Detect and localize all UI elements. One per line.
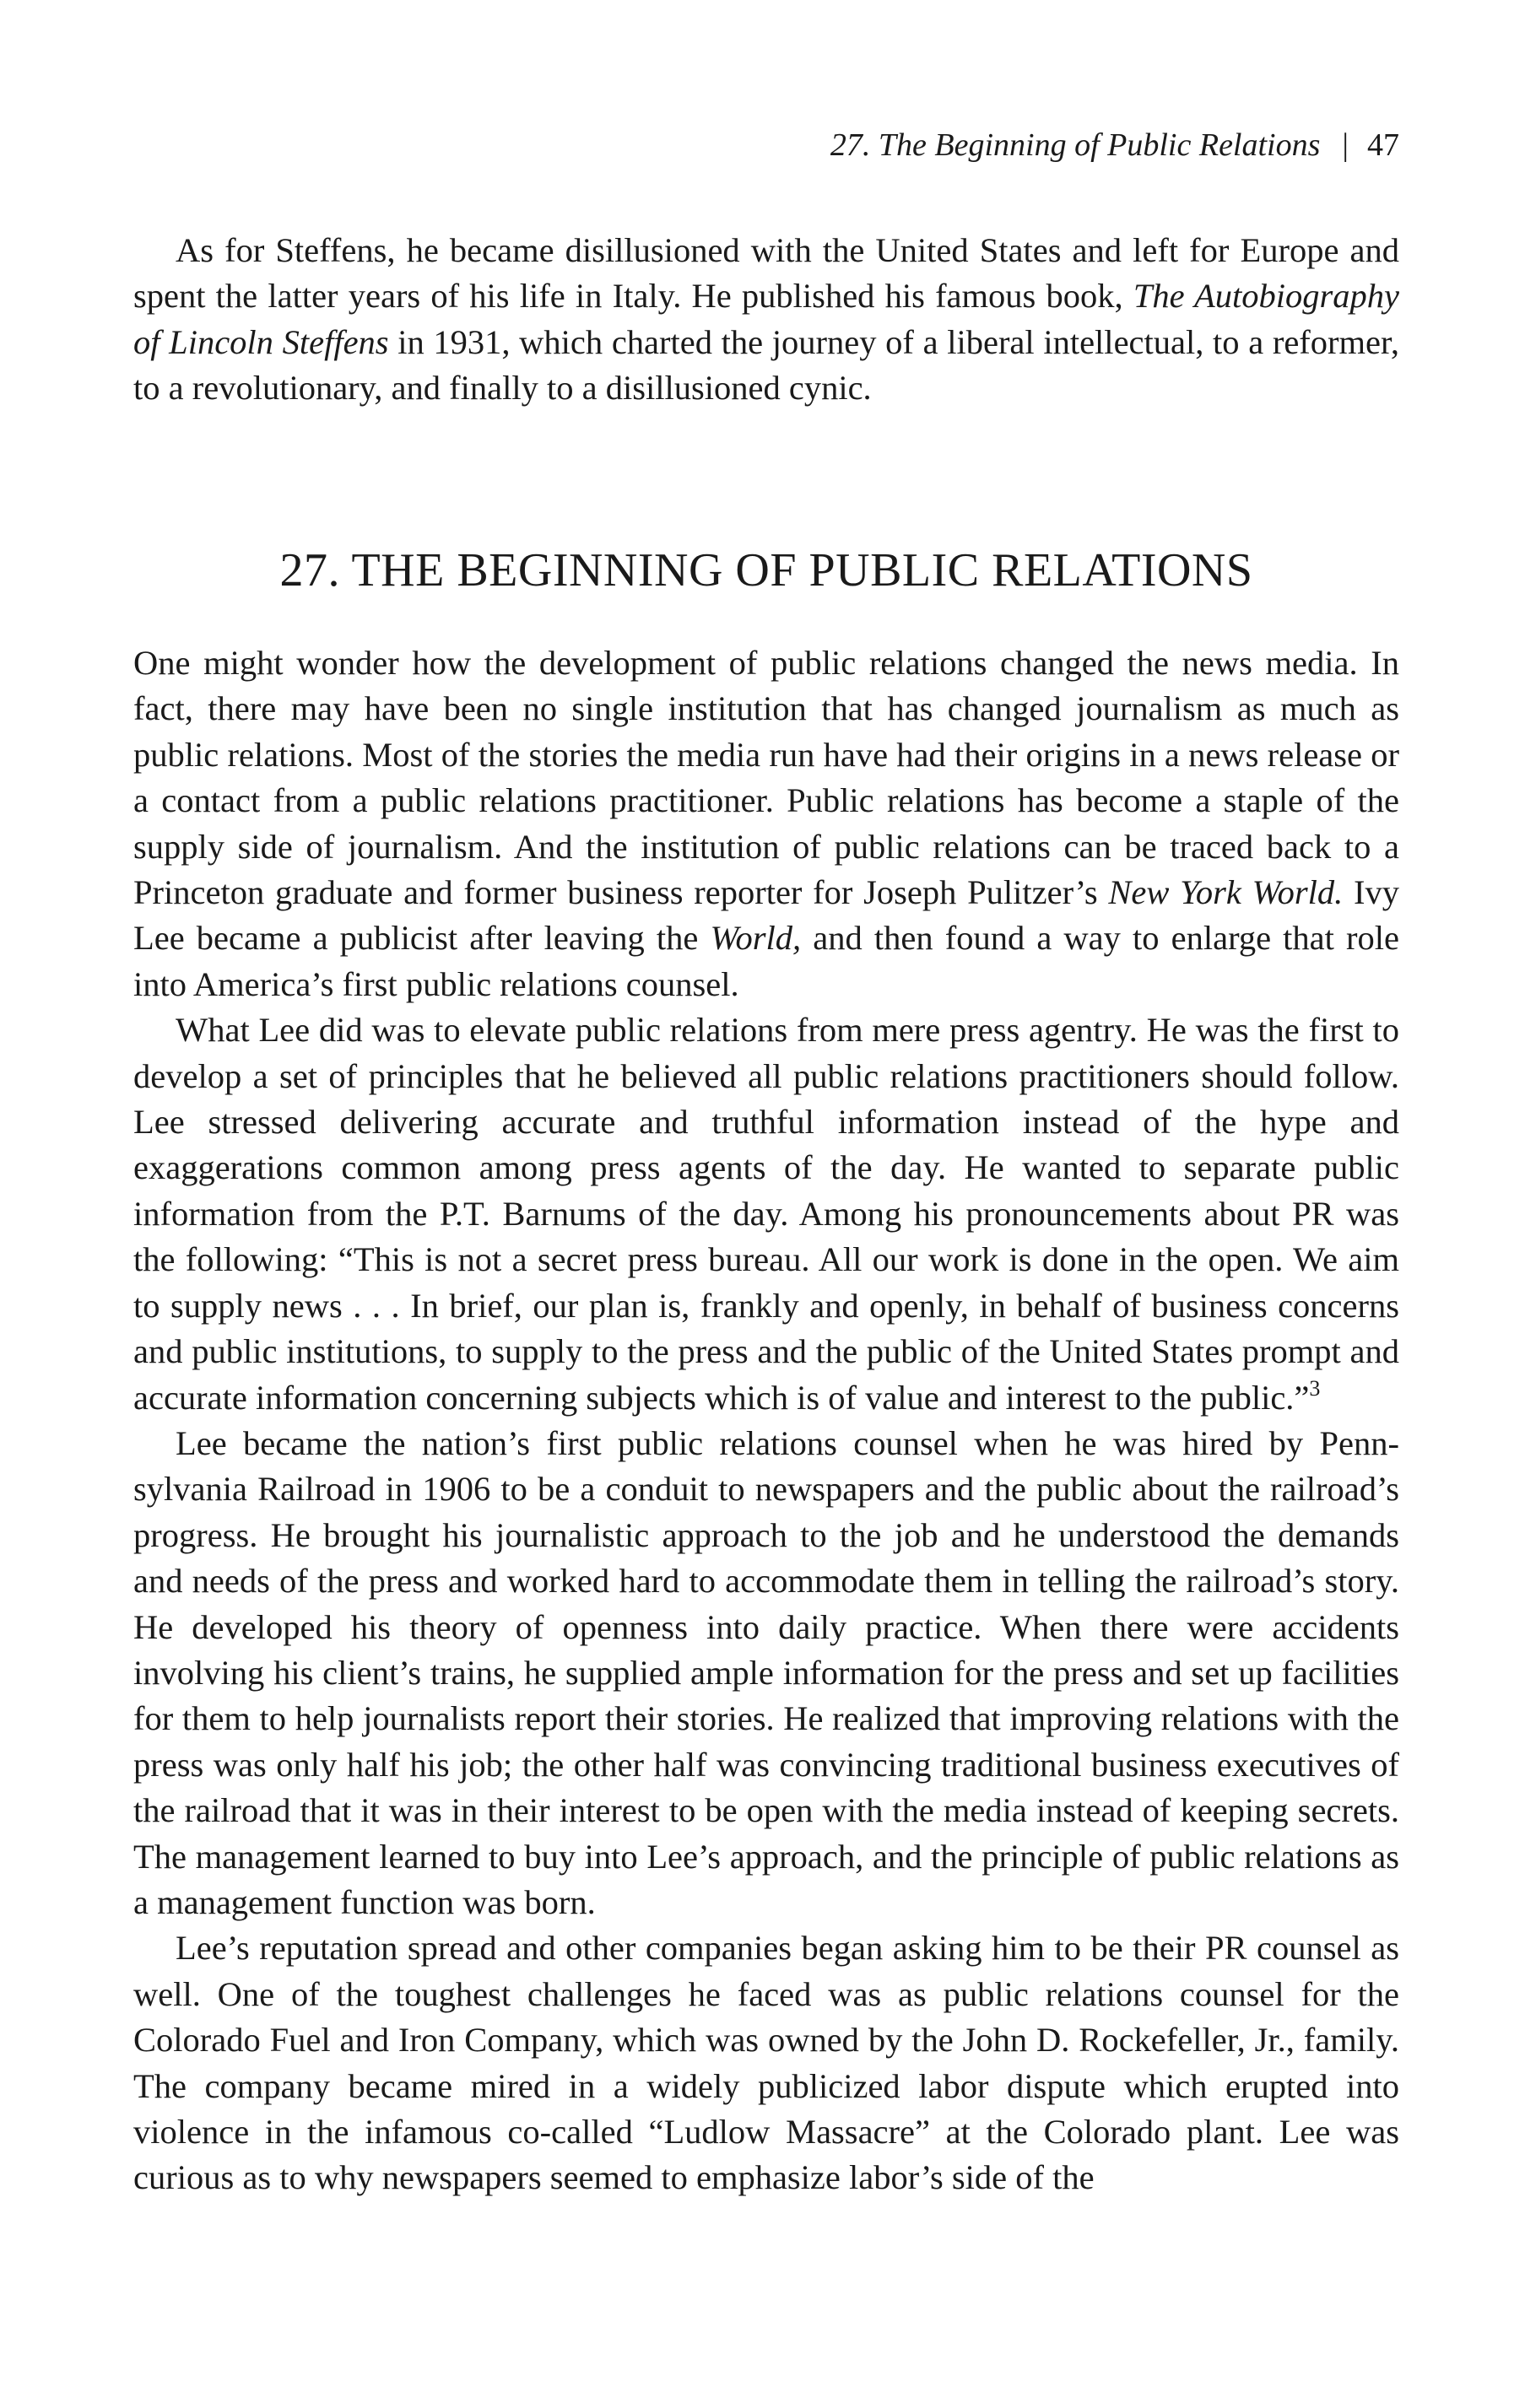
paragraph-1 [133, 640, 1399, 1007]
paragraph-4-text: Lee’s reputation spread and other companies began asking him to be their PR counsel as well. One of the toughest challenges he faced was as public relations counsel for the Colorado Fuel and Iron Company, which was owned by the John D. Rockefeller, Jr., family. The company became mired in a widely publicized labor dispute which erupted into violence in the infamous co-called “Ludlow Massacre” at the Colorado plant. Lee was curious as to why newspapers seemed to emphasize labor’s side of the [133, 1929, 1399, 2197]
footnote-marker: 3 [1309, 1375, 1321, 1401]
intro-text-part1: As for Steffens, he became disillusioned with the United States and left for Europe and spent the latter years of his life in Italy. He published his famous book, [133, 231, 1399, 316]
paragraph-1-part2: Ivy Lee became a publicist after leaving the [133, 873, 1399, 958]
paragraph-1-part3: and then found a way to enlarge that role into America’s first public relations counsel. [133, 919, 1399, 1003]
running-head-separator: | [1342, 127, 1349, 163]
paragraph-1-part1: One might wonder how the development of public relations changed the news media. In fact, there may have been no single institution that has changed journalism as much as public relations. Most of the stories the media run have had their origins in a news release or a contact from a public relations practitioner. Public relations has become a staple of the supply side of journalism. And the institution of public relations can be traced back to a Princeton graduate and former business reporter for Joseph Pulitzer’s [133, 644, 1399, 912]
page-number: 47 [1367, 127, 1399, 163]
paragraph-2 [133, 1007, 1399, 1421]
intro-paragraph [133, 228, 1399, 412]
newspaper-title-world: World, [710, 919, 802, 958]
intro-text-part2: in 1931, which charted the journey of a liberal intellectual, to a reformer, to a revolutionary, and finally to a disillusioned cynic. [133, 322, 1399, 408]
book-title: The Autobiography of Lincoln Steffens [133, 277, 1400, 361]
paragraph-3-text: Lee became the nation’s first public relations counsel when he was hired by Pennsylvania Railroad in 1906 to be a conduit to newspapers and the public about the railroad’s progress. He brought his journalistic approach to the job and he understood the demands and needs of the press and worked hard to accommodate them in telling the railroad’s story. He developed his theory of openness into daily practice. When there were accidents involving his client’s trains, he supplied ample information for the press and set up facilities for them to help journalists report their stories. He realized that improving relations with the press was only half his job; the other half was convincing traditional business executives of the railroad that it was in their interest to be open with the media instead of keeping secrets. The management learned to buy into Lee’s approach, and the principle of public relations as a management function was born. [133, 1423, 1399, 1921]
paragraph-2-text: What Lee did was to elevate public relations from mere press agentry. He was the first to develop a set of principles that he believed all public relations practitioners should follow. Lee stressed delivering accurate and truthful information instead of the hype and exaggerations common among press agents of the day. He wanted to separate public information from the P.T. Barnums of the day. Among his pronouncements about PR was the following: “This is not a secret press bureau. All our work is done in the open. We aim to supply news . . . In brief, our plan is, frankly and openly, in behalf of business concerns and public institutions, to supply to the press and the public of the United States prompt and accurate information concerning subjects which is of value and interest to the public.” [133, 1011, 1399, 1417]
section-body [133, 640, 1399, 2201]
intro-section [133, 228, 1399, 412]
newspaper-title-new-york-world: New York World. [1108, 873, 1344, 912]
section-heading: 27. THE BEGINNING OF PUBLIC RELATIONS [279, 544, 1253, 597]
running-head [830, 125, 1399, 165]
paragraph-4 [133, 1925, 1399, 2200]
running-head-title: 27. The Beginning of Public Relations [830, 127, 1321, 163]
paragraph-3 [133, 1421, 1399, 1925]
